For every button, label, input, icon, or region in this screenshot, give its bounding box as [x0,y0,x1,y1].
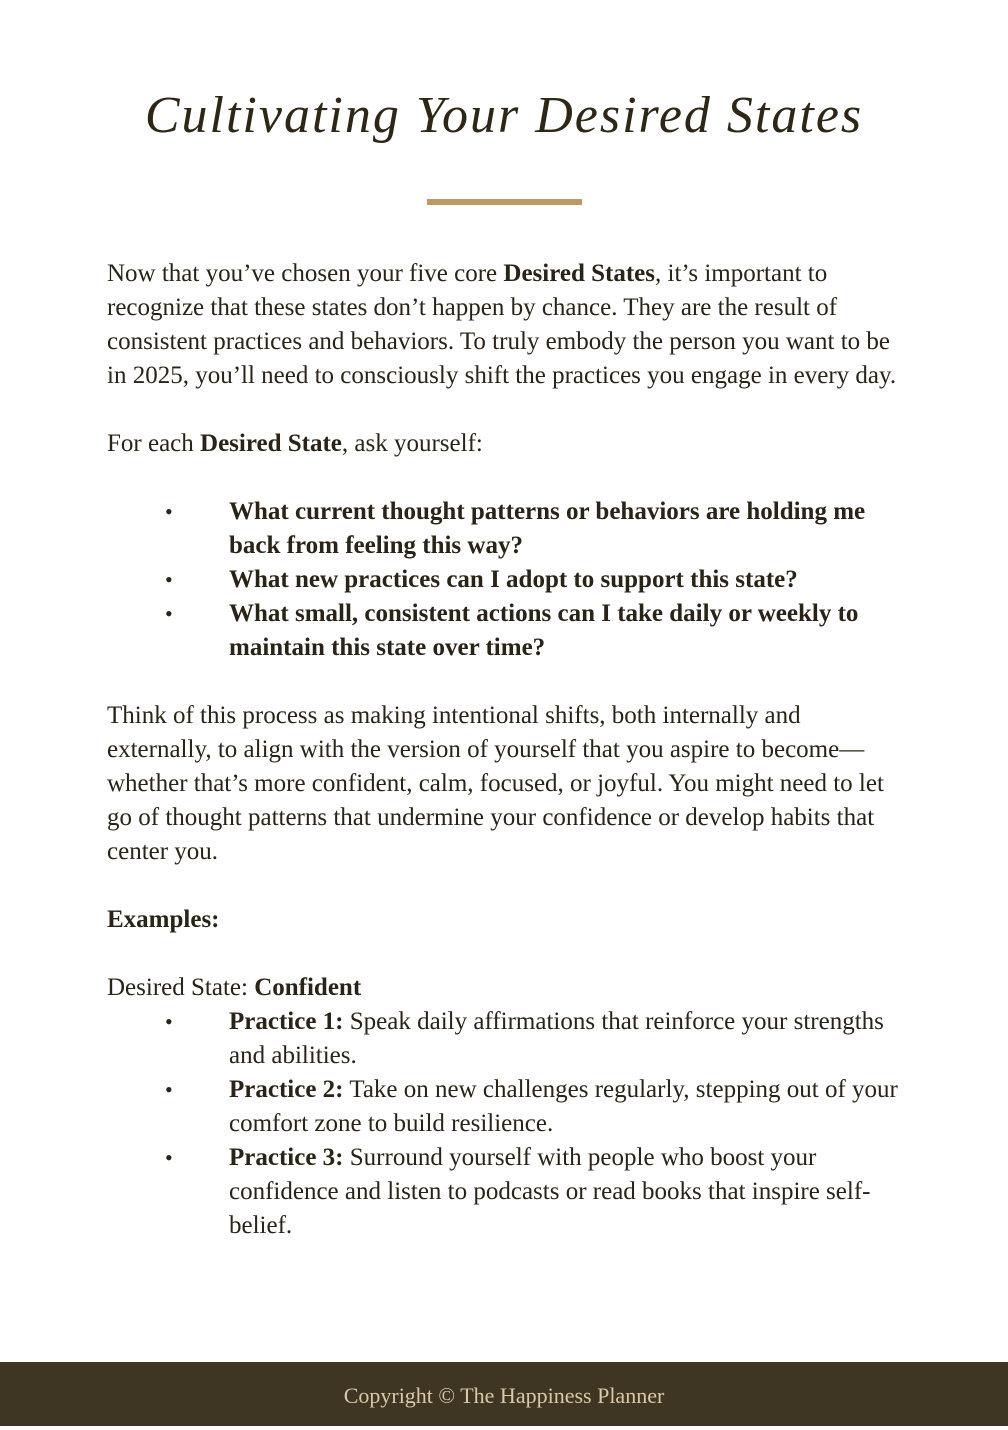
intro-text-start: Now that you’ve chosen your five core [107,260,504,287]
list-item [107,563,907,597]
example-state [107,971,907,1005]
bullet-icon: • [165,1009,173,1034]
list-item [107,495,907,563]
examples-heading [107,903,907,937]
question-text: What new practices can I adopt to support this state? [229,566,798,593]
body-content [107,257,907,1243]
question-list [107,495,907,665]
practice-label: Practice 2: [229,1076,344,1103]
intro-emphasis: Desired States [503,260,656,287]
ask-text-end: , ask yourself: [341,430,483,457]
list-item [107,597,907,665]
practice-text: Take on new challenges regularly, stepping out of your comfort zone to build resilience. [229,1076,898,1137]
bullet-icon: • [165,1145,173,1170]
copyright-text: Copyright © The Happiness Planner [343,1383,665,1408]
list-item [107,1073,907,1141]
page-title: Cultivating Your Desired States [144,87,864,144]
example-state-value: Confident [254,974,362,1001]
practice-text: Surround yourself with people who boost your confidence and listen to podcasts or read books that inspire self-belief. [229,1144,871,1239]
question-text: What current thought patterns or behaviors are holding me back from feeling this way? [229,498,866,559]
bullet-icon: • [165,601,173,626]
practice-label: Practice 3: [229,1144,344,1171]
intro-paragraph [107,257,907,393]
example-state-label: Desired State: [107,974,255,1001]
bullet-icon: • [165,567,173,592]
examples-heading-text: Examples: [107,906,220,933]
footer-bar [0,1362,1008,1426]
ask-paragraph [107,427,907,461]
list-item [107,1141,907,1243]
title-divider [427,199,582,205]
ask-emphasis: Desired State [200,430,342,457]
question-text: What small, consistent actions can I take daily or weekly to maintain this state over time? [229,600,859,661]
ask-text-start: For each [107,430,201,457]
bullet-icon: • [165,499,173,524]
intro-text-end: , it’s important to recognize that these states don’t happen by chance. They are the result of consistent practices and behaviors. To truly embody the person you want to be in 2025, you’ll need to consciously shift the practices you engage in every day. [107,260,897,389]
list-item [107,1005,907,1073]
think-paragraph: Think of this process as making intentional shifts, both internally and externally, to align with the version of yourself that you aspire to become—whether that’s more confident, calm, focused, or joyful. You might need to let go of thought patterns that undermine your confidence or develop habits that center you. [107,702,884,865]
practice-label: Practice 1: [229,1008,344,1035]
bullet-icon: • [165,1077,173,1102]
practice-list [107,1005,907,1243]
practice-text: Speak daily affirmations that reinforce your strengths and abilities. [229,1008,884,1069]
